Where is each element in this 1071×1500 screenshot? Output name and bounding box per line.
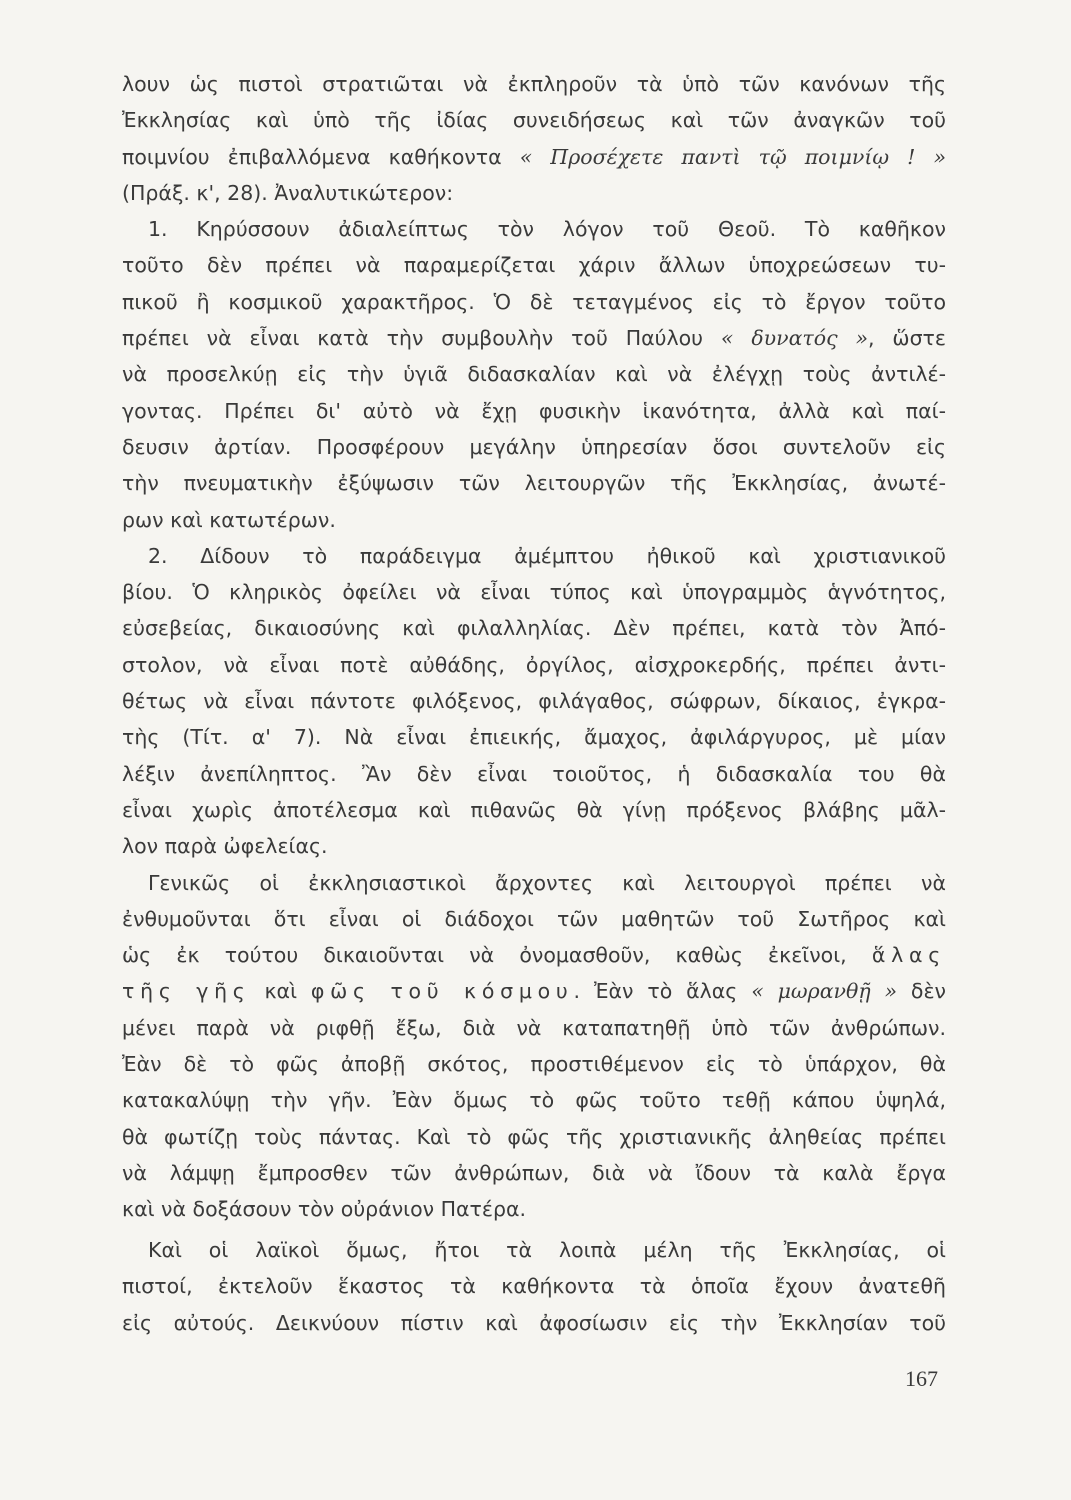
text-line: 1. Κηρύσσουν ἀδιαλείπτως τὸν λόγον τοῦ Θεοῦ. Τὸ καθῆκον xyxy=(148,217,946,242)
text-line xyxy=(122,937,946,973)
text-line: εἶναι χωρὶς ἀποτέλεσμα καὶ πιθανῶς θὰ γίνῃ πρόξενος βλάβης μᾶλ- xyxy=(122,797,946,822)
line-segment: . Ἐὰν τὸ ἅλας xyxy=(573,979,752,1004)
text-line xyxy=(122,139,946,175)
text-line: εἰς αὐτούς. Δεικνύουν πίστιν καὶ ἀφοσίωσιν εἰς τὴν Ἐκκλησίαν τοῦ xyxy=(122,1310,946,1335)
text-line: γοντας. Πρέπει δι' αὐτὸ νὰ ἔχῃ φυσικὴν ἱκανότητα, ἀλλὰ καὶ παί- xyxy=(122,398,946,423)
line-segment: δὲν xyxy=(897,979,946,1004)
text-line: τὴν πνευματικὴν ἐξύψωσιν τῶν λειτουργῶν τῆς Ἐκκλησίας, ἀνωτέ- xyxy=(122,471,946,496)
line-segment: ὡς ἐκ τούτου δικαιοῦνται νὰ ὀνομασθοῦν, καθὼς ἐκεῖνοι, xyxy=(122,943,872,968)
text-line: ρων καὶ κατωτέρων. xyxy=(122,507,336,532)
line-segment: πρέπει νὰ εἶναι κατὰ τὴν συμβουλὴν τοῦ Παύλου xyxy=(122,326,721,351)
spaced-emphasis: τῆς γῆς xyxy=(122,979,251,1004)
text-line: νὰ λάμψῃ ἔμπροσθεν τῶν ἀνθρώπων, διὰ νὰ ἴδουν τὰ καλὰ ἔργα xyxy=(122,1160,946,1185)
text-line: θὰ φωτίζῃ τοὺς πάντας. Καὶ τὸ φῶς τῆς χριστιανικῆς ἀληθείας πρέπει xyxy=(122,1124,946,1149)
text-line: ἐνθυμοῦνται ὅτι εἶναι οἱ διάδοχοι τῶν μαθητῶν τοῦ Σωτῆρος καὶ xyxy=(122,906,946,931)
text-line: νὰ προσελκύῃ εἰς τὴν ὑγιᾶ διδασκαλίαν καὶ νὰ ἐλέγχῃ τοὺς ἀντιλέ- xyxy=(122,362,946,387)
text-line: πιστοί, ἐκτελοῦν ἕκαστος τὰ καθήκοντα τὰ ὁποῖα ἔχουν ἀνατεθῆ xyxy=(122,1274,946,1299)
text-line: (Πράξ. κ', 28). Ἀναλυτικώτερον: xyxy=(122,180,454,205)
text-line: κατακαλύψῃ τὴν γῆν. Ἐὰν ὅμως τὸ φῶς τοῦτο τεθῇ κάπου ὑψηλά, xyxy=(122,1088,946,1113)
text-line: βίου. Ὁ κληρικὸς ὀφείλει νὰ εἶναι τύπος καὶ ὑπογραμμὸς ἁγνότητος, xyxy=(122,580,946,605)
main-text-block xyxy=(122,66,946,1228)
text-line: πικοῦ ἢ κοσμικοῦ χαρακτῆρος. Ὁ δὲ τεταγμένος εἰς τὸ ἔργον τοῦτο xyxy=(122,289,946,314)
second-text-block xyxy=(122,1232,946,1341)
scripture-quote: « Προσέχετε παντὶ τῷ ποιμνίῳ ! » xyxy=(519,144,946,169)
line-segment: καὶ xyxy=(250,979,311,1004)
text-line: Γενικῶς οἱ ἐκκλησιαστικοὶ ἄρχοντες καὶ λειτουργοὶ πρέπει νὰ xyxy=(148,870,946,895)
text-line: εὐσεβείας, δικαιοσύνης καὶ φιλαλληλίας. Δὲν πρέπει, κατὰ τὸν Ἀπό- xyxy=(122,616,946,641)
text-line: λον παρὰ ὠφελείας. xyxy=(122,834,328,859)
text-line xyxy=(122,320,946,356)
text-line: τὴς (Τίτ. α' 7). Νὰ εἶναι ἐπιεικής, ἄμαχος, ἀφιλάργυρος, μὲ μίαν xyxy=(122,725,946,750)
text-line: θέτως νὰ εἶναι πάντοτε φιλόξενος, φιλάγαθος, σώφρων, δίκαιος, ἐγκρα- xyxy=(122,689,946,714)
text-line: μένει παρὰ νὰ ριφθῇ ἔξω, διὰ νὰ καταπατηθῇ ὑπὸ τῶν ἀνθρώπων. xyxy=(122,1015,946,1040)
line-segment: , ὥστε xyxy=(868,326,946,351)
page-number: 167 xyxy=(905,1366,938,1391)
text-line: στολον, νὰ εἶναι ποτὲ αὐθάδης, ὀργίλος, αἰσχροκερδής, πρέπει ἀντι- xyxy=(122,652,946,677)
spaced-emphasis: φῶς τοῦ κόσμου xyxy=(310,979,574,1004)
scripture-quote: « δυνατός » xyxy=(720,326,869,351)
text-line xyxy=(122,973,946,1009)
text-line: λουν ὡς πιστοὶ στρατιῶται νὰ ἐκπληροῦν τὰ ὑπὸ τῶν κανόνων τῆς xyxy=(122,72,946,96)
text-line: 2. Δίδουν τὸ παράδειγμα ἀμέμπτου ἠθικοῦ καὶ χριστιανικοῦ xyxy=(148,543,946,568)
text-line: Ἐὰν δὲ τὸ φῶς ἀποβῇ σκότος, προστιθέμενον εἰς τὸ ὑπάρχον, θὰ xyxy=(122,1052,946,1077)
text-line: καὶ νὰ δοξάσουν τὸν οὐράνιον Πατέρα. xyxy=(122,1197,526,1222)
scripture-quote: « μωρανθῇ » xyxy=(751,979,898,1004)
text-line: Ἐκκλησίας καὶ ὑπὸ τῆς ἰδίας συνειδήσεως καὶ τῶν ἀναγκῶν τοῦ xyxy=(122,108,946,133)
text-line: λέξιν ἀνεπίληπτος. Ἂν δὲν εἶναι τοιοῦτος, ἡ διδασκαλία του θὰ xyxy=(122,761,946,786)
text-line: δευσιν ἀρτίαν. Προσφέρουν μεγάλην ὑπηρεσίαν ὅσοι συντελοῦν εἰς xyxy=(122,434,946,459)
text-line: τοῦτο δὲν πρέπει νὰ παραμερίζεται χάριν ἄλλων ὑποχρεώσεων τυ- xyxy=(122,253,946,278)
spaced-emphasis: ἅλας xyxy=(871,943,946,968)
text-line: Καὶ οἱ λαϊκοὶ ὅμως, ἤτοι τὰ λοιπὰ μέλη τῆς Ἐκκλησίας, οἱ xyxy=(148,1238,946,1262)
line-segment: ποιμνίου ἐπιβαλλόμενα καθήκοντα xyxy=(122,144,520,169)
